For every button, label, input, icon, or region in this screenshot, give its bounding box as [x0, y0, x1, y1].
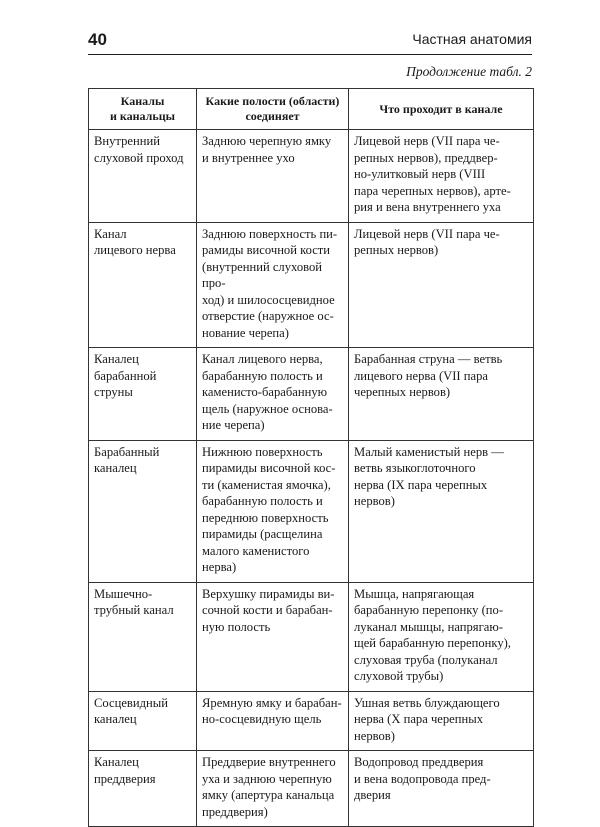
column-header-connects: Какие полости (области) соединяет [197, 89, 349, 130]
column-header-canals: Каналы и канальцы [89, 89, 197, 130]
contents-cell: Мышца, напрягающая барабанную перепонку (по- луканал мышцы, напрягаю- щей барабанную перепонку), слуховая труба (полуканал слуховой трубы) [349, 582, 534, 691]
connects-cell: Канал лицевого нерва, барабанную полость и каменисто-барабанную щель (наружное основа- ние черепа) [197, 348, 349, 441]
contents-cell: Ушная ветвь блуждающего нерва (X пара черепных нервов) [349, 691, 534, 751]
contents-cell: Водопровод преддверия и вена водопровода пред- дверия [349, 751, 534, 827]
table-row [89, 348, 534, 441]
table-row [89, 691, 534, 751]
contents-cell: Лицевой нерв (VII пара че- репных нервов), преддвер- но-улитковый нерв (VIII пара черепных нервов), арте- рия и вена внутреннего уха [349, 130, 534, 223]
contents-cell: Малый каменистый нерв — ветвь языкоглоточного нерва (IX пара черепных нервов) [349, 440, 534, 582]
table-row [89, 222, 534, 348]
table-row [89, 582, 534, 691]
canal-name-cell: Сосцевидный каналец [89, 691, 197, 751]
table-row [89, 130, 534, 223]
table-continuation-label: Продолжение табл. 2 [406, 64, 532, 79]
canal-name-cell: Канал лицевого нерва [89, 222, 197, 348]
column-header-contents: Что проходит в канале [349, 89, 534, 130]
contents-cell: Лицевой нерв (VII пара че- репных нервов) [349, 222, 534, 348]
connects-cell: Яремную ямку и барабан- но-сосцевидную щель [197, 691, 349, 751]
table-row [89, 751, 534, 827]
canal-name-cell: Каналец преддверия [89, 751, 197, 827]
running-title: Частная анатомия [412, 31, 532, 47]
connects-cell: Заднюю поверхность пи- рамиды височной кости (внутренний слуховой про- ход) и шилососцевидное отверстие (наружное ос- нование черепа) [197, 222, 349, 348]
page-number: 40 [88, 30, 107, 49]
connects-cell: Нижнюю поверхность пирамиды височной кос- ти (каменистая ямочка), барабанную полость и переднюю поверхность пирамиды (расщелина малого каменистого нерва) [197, 440, 349, 582]
table-header-row [89, 89, 534, 130]
canal-name-cell: Каналец барабанной струны [89, 348, 197, 441]
canals-table [88, 88, 534, 827]
canal-name-cell: Барабанный каналец [89, 440, 197, 582]
connects-cell: Заднюю черепную ямку и внутреннее ухо [197, 130, 349, 223]
connects-cell: Верхушку пирамиды ви- сочной кости и барабан- ную полость [197, 582, 349, 691]
contents-cell: Барабанная струна — ветвь лицевого нерва (VII пара черепных нервов) [349, 348, 534, 441]
running-header [88, 30, 532, 55]
canal-name-cell: Мышечно- трубный канал [89, 582, 197, 691]
canal-name-cell: Внутренний слуховой проход [89, 130, 197, 223]
connects-cell: Преддверие внутреннего уха и заднюю черепную ямку (апертура канальца преддверия) [197, 751, 349, 827]
table-row [89, 440, 534, 582]
